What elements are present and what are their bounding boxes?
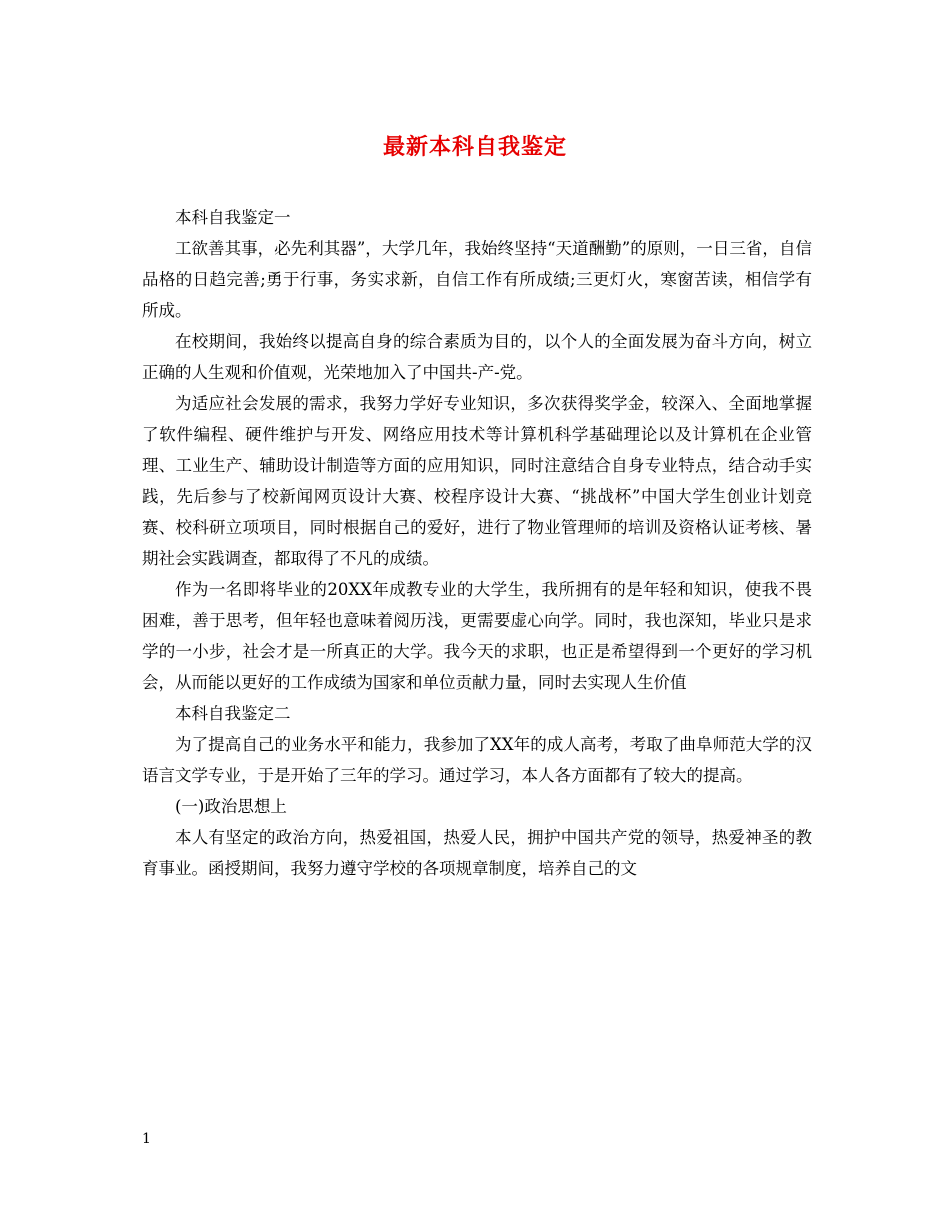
section-heading: 本科自我鉴定一: [175, 208, 291, 227]
page-number: 1: [142, 1131, 151, 1147]
paragraph: 在校期间，我始终以提高自身的综合素质为目的，以个人的全面发展为奋斗方向，树立正确的人生观和价值观，光荣地加入了中国共-产-党。: [142, 332, 812, 382]
document-body: [142, 202, 812, 884]
paragraph: 工欲善其事，必先利其器”，大学几年，我始终坚持“天道酬勤”的原则，一日三省，自信品格的日趋完善;勇于行事，务实求新，自信工作有所成绩;三更灯火，寒窗苦读，相信学有所成。: [142, 239, 812, 320]
section-heading: 本科自我鉴定二: [175, 704, 291, 723]
subsection-heading: (一)政治思想上: [175, 797, 287, 816]
paragraph: 为适应社会发展的需求，我努力学好专业知识，多次获得奖学金，较深入、全面地掌握了软件编程、硬件维护与开发、网络应用技术等计算机科学基础理论以及计算机在企业管理、工业生产、辅助设计制造等方面的应用知识，同时注意结合自身专业特点，结合动手实践，先后参与了校新闻网页设计大赛、校程序设计大赛、“挑战杯”中国大学生创业计划竞赛、校科研立项项目，同时根据自己的爱好，进行了物业管理师的培训及资格认证考核、暑期社会实践调查，都取得了不凡的成绩。: [142, 394, 812, 568]
paragraph: 为了提高自己的业务水平和能力，我参加了XX年的成人高考，考取了曲阜师范大学的汉语言文学专业，于是开始了三年的学习。通过学习，本人各方面都有了较大的提高。: [142, 735, 812, 785]
paragraph: 作为一名即将毕业的20XX年成教专业的大学生，我所拥有的是年轻和知识，使我不畏困难，善于思考，但年轻也意味着阅历浅，更需要虚心向学。同时，我也深知，毕业只是求学的一小步，社会才是一所真正的大学。我今天的求职，也正是希望得到一个更好的学习机会，从而能以更好的工作成绩为国家和单位贡献力量，同时去实现人生价值: [142, 580, 812, 692]
paragraph: 本人有坚定的政治方向，热爱祖国，热爱人民，拥护中国共产党的领导，热爱神圣的教育事业。函授期间，我努力遵守学校的各项规章制度，培养自己的文: [142, 828, 812, 878]
document-title: 最新本科自我鉴定: [382, 134, 567, 160]
